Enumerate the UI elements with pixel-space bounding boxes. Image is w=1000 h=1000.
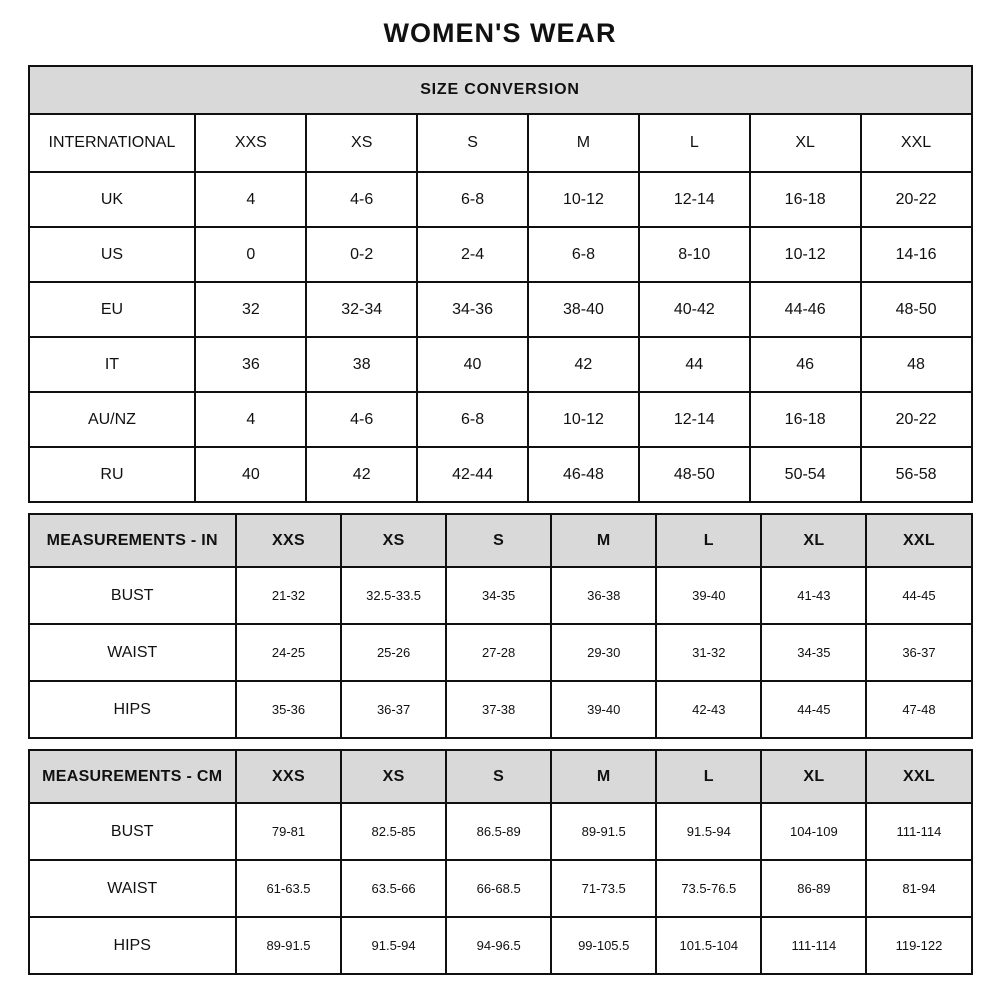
measurement-value-cell: 79-81 [236, 803, 341, 860]
size-value-cell: 4-6 [306, 392, 417, 447]
row-label: UK [29, 172, 196, 227]
size-value-cell: 40 [195, 447, 306, 502]
measurement-value-cell: 34-35 [761, 624, 866, 681]
measurement-value-cell: 66-68.5 [446, 860, 551, 917]
row-label: HIPS [29, 681, 236, 738]
size-column-header: XXS [195, 114, 306, 172]
measurement-value-cell: 31-32 [656, 624, 761, 681]
size-column-header: L [639, 114, 750, 172]
table-row [29, 227, 972, 282]
table-row [29, 567, 972, 624]
table-row [29, 917, 972, 974]
measurement-value-cell: 89-91.5 [551, 803, 656, 860]
row-label: IT [29, 337, 196, 392]
size-value-cell: 16-18 [750, 392, 861, 447]
size-column-header: M [551, 750, 656, 803]
size-value-cell: 10-12 [528, 392, 639, 447]
size-column-header: M [528, 114, 639, 172]
size-value-cell: 10-12 [528, 172, 639, 227]
size-value-cell: 44 [639, 337, 750, 392]
table-row [29, 392, 972, 447]
measurement-value-cell: 104-109 [761, 803, 866, 860]
size-column-header: XL [750, 114, 861, 172]
measurements-in-header-row [29, 514, 972, 567]
row-label: WAIST [29, 860, 236, 917]
measurement-value-cell: 81-94 [866, 860, 971, 917]
size-value-cell: 6-8 [528, 227, 639, 282]
size-column-header: L [656, 750, 761, 803]
size-column-header: XS [341, 514, 446, 567]
size-column-header: XXL [866, 750, 971, 803]
row-label: WAIST [29, 624, 236, 681]
measurement-value-cell: 35-36 [236, 681, 341, 738]
measurement-value-cell: 44-45 [866, 567, 971, 624]
size-column-header: XXL [866, 514, 971, 567]
size-column-header: XXS [236, 514, 341, 567]
measurement-value-cell: 119-122 [866, 917, 971, 974]
measurement-value-cell: 25-26 [341, 624, 446, 681]
size-value-cell: 4-6 [306, 172, 417, 227]
size-value-cell: 0-2 [306, 227, 417, 282]
size-value-cell: 20-22 [861, 392, 972, 447]
measurement-value-cell: 36-38 [551, 567, 656, 624]
measurement-value-cell: 89-91.5 [236, 917, 341, 974]
size-conversion-table [28, 65, 973, 503]
measurement-value-cell: 111-114 [866, 803, 971, 860]
size-value-cell: 4 [195, 172, 306, 227]
size-column-header: XL [761, 750, 866, 803]
size-value-cell: 50-54 [750, 447, 861, 502]
size-value-cell: 8-10 [639, 227, 750, 282]
measurements-cm-table [28, 749, 973, 975]
size-value-cell: 48 [861, 337, 972, 392]
size-value-cell: 48-50 [639, 447, 750, 502]
measurement-value-cell: 86-89 [761, 860, 866, 917]
size-value-cell: 42 [306, 447, 417, 502]
measurement-value-cell: 24-25 [236, 624, 341, 681]
size-value-cell: 2-4 [417, 227, 528, 282]
row-label: HIPS [29, 917, 236, 974]
row-label: AU/NZ [29, 392, 196, 447]
size-column-header: M [551, 514, 656, 567]
size-value-cell: 46 [750, 337, 861, 392]
size-column-header: XS [341, 750, 446, 803]
size-value-cell: 46-48 [528, 447, 639, 502]
measurement-value-cell: 94-96.5 [446, 917, 551, 974]
measurement-value-cell: 91.5-94 [656, 803, 761, 860]
measurement-value-cell: 21-32 [236, 567, 341, 624]
measurements-cm-title: MEASUREMENTS - CM [29, 750, 236, 803]
size-value-cell: 6-8 [417, 392, 528, 447]
size-value-cell: 14-16 [861, 227, 972, 282]
size-value-cell: 20-22 [861, 172, 972, 227]
size-value-cell: 32 [195, 282, 306, 337]
measurement-value-cell: 61-63.5 [236, 860, 341, 917]
table-row [29, 803, 972, 860]
size-value-cell: 48-50 [861, 282, 972, 337]
size-value-cell: 6-8 [417, 172, 528, 227]
size-column-header: S [446, 750, 551, 803]
table-row [29, 337, 972, 392]
size-column-header: XL [761, 514, 866, 567]
measurement-value-cell: 63.5-66 [341, 860, 446, 917]
measurement-value-cell: 41-43 [761, 567, 866, 624]
measurement-value-cell: 44-45 [761, 681, 866, 738]
measurement-value-cell: 42-43 [656, 681, 761, 738]
measurements-in-table [28, 513, 973, 739]
measurement-value-cell: 34-35 [446, 567, 551, 624]
size-value-cell: 40 [417, 337, 528, 392]
measurement-value-cell: 91.5-94 [341, 917, 446, 974]
measurement-value-cell: 73.5-76.5 [656, 860, 761, 917]
size-value-cell: 10-12 [750, 227, 861, 282]
size-value-cell: 36 [195, 337, 306, 392]
measurement-value-cell: 111-114 [761, 917, 866, 974]
measurement-value-cell: 39-40 [551, 681, 656, 738]
measurement-value-cell: 47-48 [866, 681, 971, 738]
size-value-cell: 56-58 [861, 447, 972, 502]
measurement-value-cell: 86.5-89 [446, 803, 551, 860]
size-column-header: XXS [236, 750, 341, 803]
measurement-value-cell: 39-40 [656, 567, 761, 624]
measurement-value-cell: 101.5-104 [656, 917, 761, 974]
size-value-cell: 16-18 [750, 172, 861, 227]
row-label: RU [29, 447, 196, 502]
measurement-value-cell: 99-105.5 [551, 917, 656, 974]
table-row [29, 282, 972, 337]
size-value-cell: 12-14 [639, 172, 750, 227]
size-value-cell: 42 [528, 337, 639, 392]
measurement-value-cell: 71-73.5 [551, 860, 656, 917]
size-column-header: S [446, 514, 551, 567]
table-row [29, 624, 972, 681]
table-row [29, 860, 972, 917]
size-column-header: L [656, 514, 761, 567]
size-value-cell: 42-44 [417, 447, 528, 502]
size-column-header: XXL [861, 114, 972, 172]
size-value-cell: 40-42 [639, 282, 750, 337]
size-value-cell: 0 [195, 227, 306, 282]
row-label: US [29, 227, 196, 282]
measurement-value-cell: 36-37 [866, 624, 971, 681]
measurement-value-cell: 82.5-85 [341, 803, 446, 860]
table-row [29, 447, 972, 502]
page-title: WOMEN'S WEAR [383, 18, 617, 48]
row-label: BUST [29, 803, 236, 860]
size-value-cell: 12-14 [639, 392, 750, 447]
size-value-cell: 32-34 [306, 282, 417, 337]
size-column-header: S [417, 114, 528, 172]
measurement-value-cell: 32.5-33.5 [341, 567, 446, 624]
international-header: INTERNATIONAL [29, 114, 196, 172]
row-label: EU [29, 282, 196, 337]
size-value-cell: 44-46 [750, 282, 861, 337]
size-column-header: XS [306, 114, 417, 172]
measurements-in-title: MEASUREMENTS - IN [29, 514, 236, 567]
size-value-cell: 34-36 [417, 282, 528, 337]
measurement-value-cell: 29-30 [551, 624, 656, 681]
row-label: BUST [29, 567, 236, 624]
table-row [29, 172, 972, 227]
measurement-value-cell: 36-37 [341, 681, 446, 738]
measurement-value-cell: 37-38 [446, 681, 551, 738]
size-value-cell: 38 [306, 337, 417, 392]
size-conversion-title: SIZE CONVERSION [29, 66, 972, 114]
size-conversion-header-row [29, 114, 972, 172]
size-conversion-banner-row [29, 66, 972, 114]
size-value-cell: 4 [195, 392, 306, 447]
measurements-cm-header-row [29, 750, 972, 803]
table-row [29, 681, 972, 738]
measurement-value-cell: 27-28 [446, 624, 551, 681]
size-value-cell: 38-40 [528, 282, 639, 337]
